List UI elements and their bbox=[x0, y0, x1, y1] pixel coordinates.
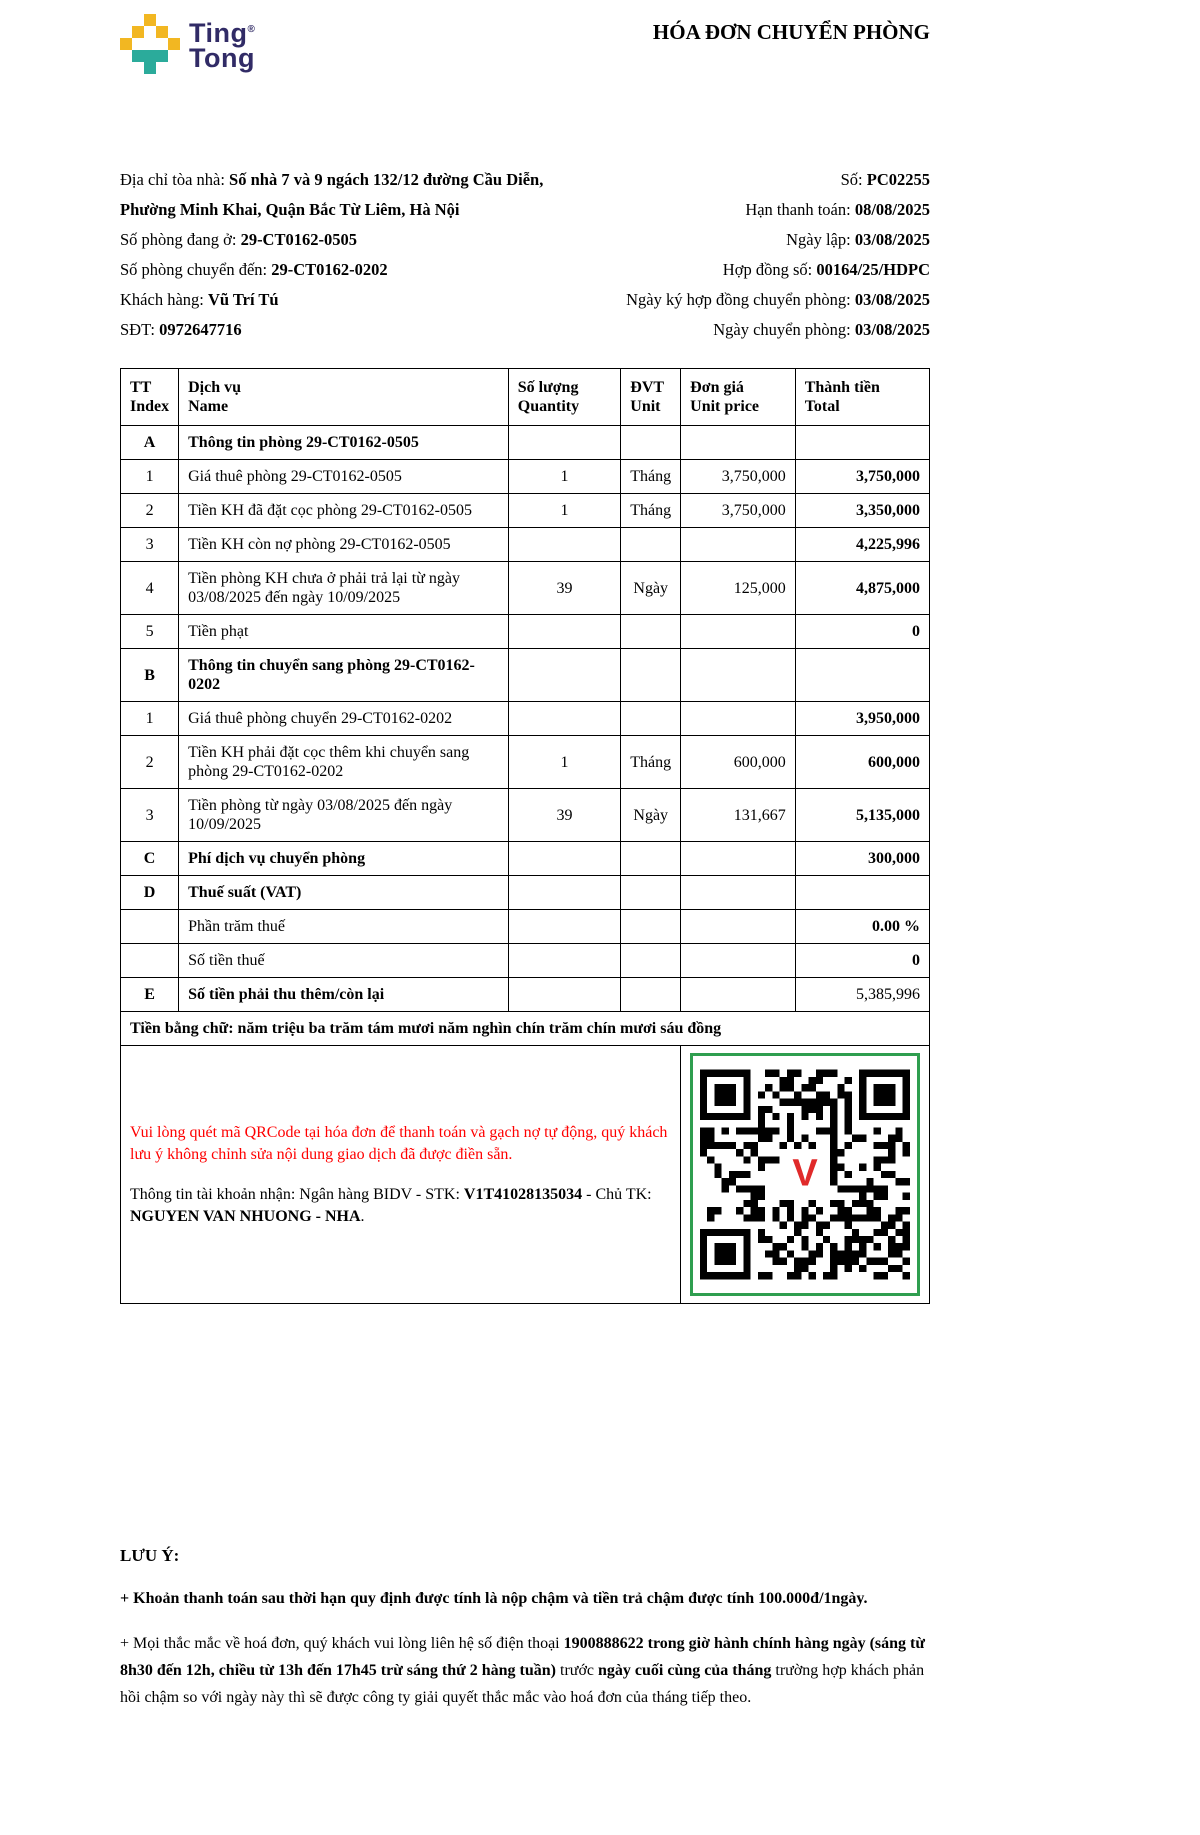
destination-room-label: Số phòng chuyển đến: bbox=[120, 260, 272, 279]
qr-warning-text: Vui lòng quét mã QRCode tại hóa đơn để thanh toán và gạch nợ tự động, quý khách lưu ý không chỉnh sửa nội dung giao dịch đã được điền sẵn. bbox=[130, 1123, 668, 1163]
quantity-cell bbox=[508, 702, 621, 736]
text-part: trường hợp khách phản hồi chậm so với ngày này thì sẽ được công ty giải quyết thắc mắc vào hoá đơn của tháng tiếp theo. bbox=[120, 1662, 925, 1706]
logo-yellow-square bbox=[168, 38, 180, 50]
total-cell: 3,950,000 bbox=[795, 702, 929, 736]
table-row bbox=[121, 910, 930, 944]
customer-name bbox=[120, 285, 570, 315]
table-footer bbox=[121, 1012, 930, 1304]
col-header-index: TT Index bbox=[121, 369, 179, 426]
unit-cell bbox=[621, 426, 681, 460]
quantity-cell: 39 bbox=[508, 789, 621, 842]
unit-price-cell bbox=[681, 876, 796, 910]
invoice-info-right bbox=[570, 165, 930, 345]
total-cell: 5,385,996 bbox=[795, 978, 929, 1012]
index-cell: 1 bbox=[121, 702, 179, 736]
text-part: - Chủ TK: bbox=[582, 1185, 652, 1203]
name-cell: Thông tin phòng 29-CT0162-0505 bbox=[179, 426, 509, 460]
table-row bbox=[121, 494, 930, 528]
total-cell bbox=[795, 649, 929, 702]
name-cell: Số tiền thuế bbox=[179, 944, 509, 978]
unit-cell: Ngày bbox=[621, 562, 681, 615]
unit-price-cell: 600,000 bbox=[681, 736, 796, 789]
name-cell: Giá thuê phòng 29-CT0162-0505 bbox=[179, 460, 509, 494]
logo-empty-square bbox=[144, 26, 156, 38]
total-cell bbox=[795, 876, 929, 910]
destination-room bbox=[120, 255, 570, 285]
tingtong-logo-icon bbox=[120, 14, 180, 74]
logo-yellow-square bbox=[144, 14, 156, 26]
total-cell: 0 bbox=[795, 615, 929, 649]
late-payment-note: + Khoản thanh toán sau thời hạn quy định được tính là nộp chậm và tiền trả chậm được tính 100.000đ/1ngày. bbox=[120, 1590, 868, 1607]
invoice-number bbox=[570, 165, 930, 195]
transfer-date-label: Ngày chuyển phòng: bbox=[713, 320, 855, 339]
quantity-cell bbox=[508, 528, 621, 562]
unit-cell: Ngày bbox=[621, 789, 681, 842]
services-table bbox=[120, 368, 930, 1304]
hotline-note bbox=[120, 1630, 930, 1711]
logo-teal-square bbox=[144, 50, 156, 62]
logo-empty-square bbox=[132, 38, 144, 50]
services-table-head bbox=[121, 369, 930, 426]
total-cell: 5,135,000 bbox=[795, 789, 929, 842]
unit-cell bbox=[621, 876, 681, 910]
text-part: NGUYEN VAN NHUONG - NHA bbox=[130, 1207, 361, 1225]
table-row bbox=[121, 562, 930, 615]
index-cell: 1 bbox=[121, 460, 179, 494]
logo-teal-square bbox=[132, 50, 144, 62]
logo-empty-square bbox=[156, 62, 168, 74]
unit-price-cell bbox=[681, 615, 796, 649]
unit-cell bbox=[621, 944, 681, 978]
logo-empty-square bbox=[168, 26, 180, 38]
unit-price-cell bbox=[681, 978, 796, 1012]
quantity-cell: 1 bbox=[508, 736, 621, 789]
logo-yellow-square bbox=[132, 26, 144, 38]
contract-number-value: 00164/25/HDPC bbox=[816, 260, 930, 279]
destination-room-value: 29-CT0162-0202 bbox=[271, 260, 388, 279]
text-part: V1T41028135034 bbox=[463, 1185, 583, 1203]
customer-phone bbox=[120, 315, 570, 345]
issue-date bbox=[570, 225, 930, 255]
logo-empty-square bbox=[168, 50, 180, 62]
quantity-cell: 1 bbox=[508, 494, 621, 528]
building-address-label: Địa chỉ tòa nhà: bbox=[120, 170, 230, 189]
logo-empty-square bbox=[120, 14, 132, 26]
tingtong-logo bbox=[120, 14, 255, 74]
issue-date-value: 03/08/2025 bbox=[854, 230, 930, 249]
logo-teal-square bbox=[144, 62, 156, 74]
logo-word-tong: Tong bbox=[189, 43, 255, 73]
name-cell: Phần trăm thuế bbox=[179, 910, 509, 944]
payment-due-date-value: 08/08/2025 bbox=[854, 200, 930, 219]
unit-price-cell bbox=[681, 649, 796, 702]
index-cell: D bbox=[121, 876, 179, 910]
table-row bbox=[121, 528, 930, 562]
logo-empty-square bbox=[120, 62, 132, 74]
quantity-cell: 39 bbox=[508, 562, 621, 615]
col-header-unit: ĐVT Unit bbox=[621, 369, 681, 426]
name-cell: Số tiền phải thu thêm/còn lại bbox=[179, 978, 509, 1012]
logo-empty-square bbox=[156, 14, 168, 26]
logo-word-ting: Ting® bbox=[189, 18, 256, 48]
total-cell: 0 bbox=[795, 944, 929, 978]
payment-row bbox=[121, 1046, 930, 1304]
index-cell: 5 bbox=[121, 615, 179, 649]
invoice-number-label: Số: bbox=[840, 170, 867, 189]
table-row bbox=[121, 842, 930, 876]
customer-name-value: Vũ Trí Tú bbox=[207, 290, 279, 309]
quantity-cell bbox=[508, 615, 621, 649]
unit-price-cell bbox=[681, 910, 796, 944]
amount-in-words: Tiền bằng chữ: năm triệu ba trăm tám mươi năm nghìn chín trăm chín mươi sáu đồng bbox=[121, 1012, 930, 1046]
invoice-info-left bbox=[120, 165, 570, 345]
table-row bbox=[121, 876, 930, 910]
total-cell: 0.00 % bbox=[795, 910, 929, 944]
logo-empty-square bbox=[156, 38, 168, 50]
index-cell bbox=[121, 944, 179, 978]
customer-phone-value: 0972647716 bbox=[159, 320, 242, 339]
notes-section bbox=[120, 1542, 930, 1711]
table-row bbox=[121, 789, 930, 842]
index-cell: A bbox=[121, 426, 179, 460]
invoice-info bbox=[120, 165, 930, 345]
index-cell: E bbox=[121, 978, 179, 1012]
table-header-row bbox=[121, 369, 930, 426]
contract-number bbox=[570, 255, 930, 285]
text-part: . bbox=[360, 1207, 365, 1225]
table-row bbox=[121, 944, 930, 978]
table-row bbox=[121, 649, 930, 702]
amount-in-words-row bbox=[121, 1012, 930, 1046]
unit-cell bbox=[621, 910, 681, 944]
transfer-contract-sign-date-label: Ngày ký hợp đồng chuyển phòng: bbox=[626, 290, 855, 309]
payment-instructions bbox=[121, 1046, 681, 1304]
current-room-value: 29-CT0162-0505 bbox=[240, 230, 357, 249]
table-row bbox=[121, 978, 930, 1012]
vietqr-v-icon: V bbox=[792, 1151, 818, 1194]
logo-empty-square bbox=[120, 50, 132, 62]
invoice-page bbox=[120, 0, 930, 1711]
index-cell: 2 bbox=[121, 736, 179, 789]
qr-code-cell bbox=[681, 1046, 930, 1304]
name-cell: Tiền phạt bbox=[179, 615, 509, 649]
table-row bbox=[121, 702, 930, 736]
unit-cell bbox=[621, 649, 681, 702]
unit-cell bbox=[621, 978, 681, 1012]
text-part: 1900888622 trong giờ hành chính hàng ngày (sáng từ 8h30 đến 12h, chiều từ 13h đến 17h45 trừ sáng thứ 2 hàng tuần) bbox=[120, 1635, 925, 1679]
issue-date-label: Ngày lập: bbox=[786, 230, 855, 249]
table-row bbox=[121, 426, 930, 460]
quantity-cell bbox=[508, 649, 621, 702]
customer-phone-label: SĐT: bbox=[120, 320, 160, 339]
index-cell: 4 bbox=[121, 562, 179, 615]
services-table-body bbox=[121, 426, 930, 1012]
payment-due-date bbox=[570, 195, 930, 225]
total-cell: 4,875,000 bbox=[795, 562, 929, 615]
unit-cell bbox=[621, 702, 681, 736]
logo-empty-square bbox=[168, 14, 180, 26]
unit-price-cell bbox=[681, 528, 796, 562]
name-cell: Giá thuê phòng chuyển 29-CT0162-0202 bbox=[179, 702, 509, 736]
quantity-cell bbox=[508, 842, 621, 876]
quantity-cell bbox=[508, 876, 621, 910]
total-cell: 3,350,000 bbox=[795, 494, 929, 528]
payment-due-date-label: Hạn thanh toán: bbox=[745, 200, 855, 219]
building-address-value: Số nhà 7 và 9 ngách 132/12 đường Cầu Diễn, Phường Minh Khai, Quận Bắc Từ Liêm, Hà Nội bbox=[120, 170, 544, 219]
logo-empty-square bbox=[144, 38, 156, 50]
index-cell: 2 bbox=[121, 494, 179, 528]
name-cell: Tiền KH còn nợ phòng 29-CT0162-0505 bbox=[179, 528, 509, 562]
unit-cell: Tháng bbox=[621, 736, 681, 789]
tingtong-logo-text bbox=[189, 17, 255, 71]
quantity-cell bbox=[508, 426, 621, 460]
name-cell: Tiền KH đã đặt cọc phòng 29-CT0162-0505 bbox=[179, 494, 509, 528]
index-cell: 3 bbox=[121, 789, 179, 842]
unit-cell bbox=[621, 842, 681, 876]
total-cell: 4,225,996 bbox=[795, 528, 929, 562]
quantity-cell bbox=[508, 910, 621, 944]
table-row bbox=[121, 460, 930, 494]
name-cell: Phí dịch vụ chuyển phòng bbox=[179, 842, 509, 876]
quantity-cell bbox=[508, 978, 621, 1012]
transfer-contract-sign-date-value: 03/08/2025 bbox=[854, 290, 930, 309]
page-header bbox=[120, 0, 930, 165]
col-header-name: Dịch vụ Name bbox=[179, 369, 509, 426]
unit-price-cell: 131,667 bbox=[681, 789, 796, 842]
transfer-contract-sign-date bbox=[570, 285, 930, 315]
name-cell: Tiền KH phải đặt cọc thêm khi chuyển sang phòng 29-CT0162-0202 bbox=[179, 736, 509, 789]
contract-number-label: Hợp đồng số: bbox=[722, 260, 817, 279]
unit-price-cell: 3,750,000 bbox=[681, 460, 796, 494]
table-row bbox=[121, 736, 930, 789]
building-address bbox=[120, 165, 570, 225]
unit-price-cell bbox=[681, 426, 796, 460]
logo-teal-square bbox=[156, 50, 168, 62]
name-cell: Tiền phòng KH chưa ở phải trả lại từ ngày 03/08/2025 đến ngày 10/09/2025 bbox=[179, 562, 509, 615]
qr-code-frame bbox=[690, 1053, 920, 1296]
logo-empty-square bbox=[120, 26, 132, 38]
index-cell: B bbox=[121, 649, 179, 702]
current-room-label: Số phòng đang ở: bbox=[120, 230, 241, 249]
total-cell bbox=[795, 426, 929, 460]
unit-price-cell bbox=[681, 944, 796, 978]
name-cell: Thông tin chuyển sang phòng 29-CT0162-0202 bbox=[179, 649, 509, 702]
logo-empty-square bbox=[132, 62, 144, 74]
col-header-quantity: Số lượng Quantity bbox=[508, 369, 621, 426]
text-part: ngày cuối cùng của tháng bbox=[598, 1662, 772, 1679]
customer-name-label: Khách hàng: bbox=[120, 290, 208, 309]
notes-heading: LƯU Ý: bbox=[120, 1546, 180, 1565]
total-cell: 3,750,000 bbox=[795, 460, 929, 494]
registered-mark: ® bbox=[247, 24, 256, 35]
unit-cell: Tháng bbox=[621, 460, 681, 494]
total-cell: 300,000 bbox=[795, 842, 929, 876]
total-cell: 600,000 bbox=[795, 736, 929, 789]
unit-price-cell: 125,000 bbox=[681, 562, 796, 615]
index-cell bbox=[121, 910, 179, 944]
quantity-cell bbox=[508, 944, 621, 978]
transfer-date bbox=[570, 315, 930, 345]
unit-cell: Tháng bbox=[621, 494, 681, 528]
col-header-total: Thành tiền Total bbox=[795, 369, 929, 426]
transfer-date-value: 03/08/2025 bbox=[854, 320, 930, 339]
table-row bbox=[121, 615, 930, 649]
index-cell: C bbox=[121, 842, 179, 876]
logo-empty-square bbox=[132, 14, 144, 26]
unit-price-cell: 3,750,000 bbox=[681, 494, 796, 528]
index-cell: 3 bbox=[121, 528, 179, 562]
invoice-number-value: PC02255 bbox=[866, 170, 930, 189]
unit-cell bbox=[621, 528, 681, 562]
text-part: + Mọi thắc mắc về hoá đơn, quý khách vui lòng liên hệ số điện thoại bbox=[120, 1635, 564, 1652]
name-cell: Tiền phòng từ ngày 03/08/2025 đến ngày 10/09/2025 bbox=[179, 789, 509, 842]
quantity-cell: 1 bbox=[508, 460, 621, 494]
unit-price-cell bbox=[681, 842, 796, 876]
unit-cell bbox=[621, 615, 681, 649]
text-part: trước bbox=[556, 1662, 599, 1679]
name-cell: Thuế suất (VAT) bbox=[179, 876, 509, 910]
logo-yellow-square bbox=[156, 26, 168, 38]
logo-empty-square bbox=[168, 62, 180, 74]
document-title: HÓA ĐƠN CHUYỂN PHÒNG bbox=[652, 20, 930, 44]
unit-price-cell bbox=[681, 702, 796, 736]
col-header-unit-price: Đơn giá Unit price bbox=[681, 369, 796, 426]
logo-yellow-square bbox=[120, 38, 132, 50]
text-part: Thông tin tài khoản nhận: Ngân hàng BIDV - STK: bbox=[130, 1185, 464, 1203]
current-room bbox=[120, 225, 570, 255]
bank-account-info bbox=[130, 1184, 671, 1228]
